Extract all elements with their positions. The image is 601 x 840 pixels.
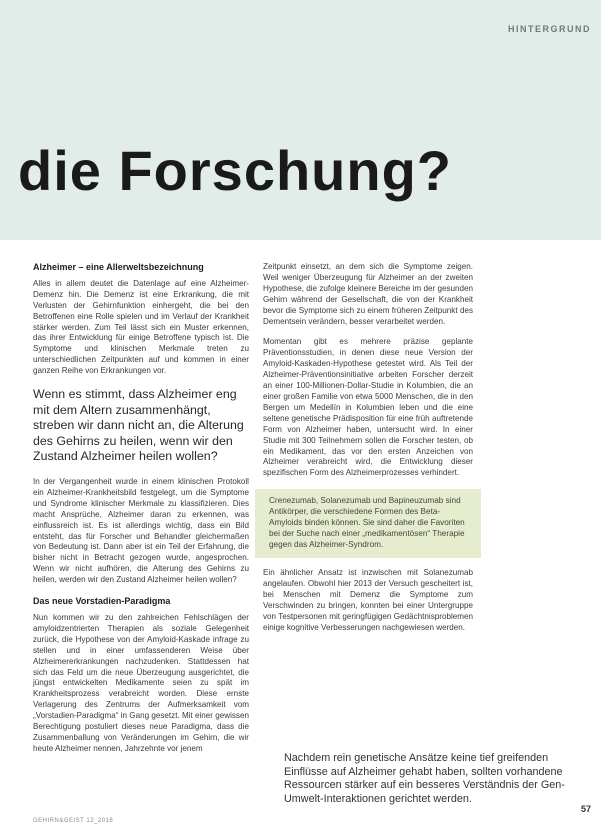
highlight-box: Crenezumab, Solanezumab und Bapineuzumab sind Antikörper, die verschiedene Formen des Beta-Amyloids binden können. Sie sind daher die Favoriten bei der Suche nach einer „medikamentösen“ Therapie gegen das Alzheimer-Syndrom. [255, 489, 481, 558]
pull-quote: Wenn es stimmt, dass Alzheimer eng mit dem Altern zusammenhängt, streben wir dann nicht an, die Alterung des Gehirns zu heilen, wenn wir den Zustand Alzheimer heilen wollen? [33, 387, 244, 464]
section-heading: Alzheimer – eine Allerweltsbezeichnung [33, 262, 204, 272]
body-paragraph: Ein ähnlicher Ansatz ist inzwischen mit Solanezumab angelaufen. Obwohl hier 2013 der Versuch gescheitert ist, bei Menschen mit Demenz die Symptome zum Verschwinden zu bringen, konnten bei einer Untergruppe von Testpersonen mit geringfügigen Gedächtnisproblemen einige kognitive Verbesserungen nachgewiesen werden. [263, 568, 473, 632]
section-tag: HINTERGRUND [508, 24, 591, 34]
body-paragraph: Nun kommen wir zu den zahlreichen Fehlschlägen der amyloidzentrierten Therapien als soziale Gelegenheit zurück, die Hypothese von der Amyloid-Kaskade infrage zu stellen und in einer umfassenderen Weise über Alzheimererkrankungen nachzudenken. Stattdessen hat sich das Feld um die neue Überzeugung ausgerichtet, die jüngst entwickelten Medikamente seien zu spät im Krankheitsprozess verabreicht worden. Diese ernste Verlagerung des Zentrums der Aufmerksamkeit vom „Vorstadien-Paradigma“ in Gang gesetzt. Mit einer gewissen Berechtigung postuliert dieses neue Paradigma, dass die Zusammenballung von Veränderungen im Gehirn, die wir heute Alzheimer nennen, Jahrzehnte vor jenem [33, 613, 249, 753]
left-column [33, 262, 249, 765]
body-paragraph: In der Vergangenheit wurde in einem klinischen Protokoll ein Alzheimer-Krankheitsbild festgelegt, um die Symptome und Syndrome klinischer Merkmale zu klassifizieren. Dies macht Ansprüche, Alzheimer daran zu erkennen, was einflussreich ist. Es ist allerdings wichtig, dass ein Bild entsteht, das für Forscher und Behandler gleichermaßen von Bedeutung ist. Dann aber ist ein Teil der Erfahrung, die bisher nicht in Betracht gezogen wurde, angesprochen. Wenn wir nicht aufhören, die Alterung des Gehirns zu heilen, werden wir den Zustand Alzheimer heilen wollen? [33, 477, 249, 585]
publication-footer: GEHIRN&GEIST 12_2016 [33, 818, 114, 824]
page-headline: die Forschung? [18, 139, 452, 202]
closing-quote: Nachdem rein genetische Ansätze keine tief greifenden Einflüsse auf Alzheimer gehabt haben, sollten vorhandene Ressourcen stärker auf ein besseres Verständnis der Gen-Umwelt-Interaktionen gerichtet werden. [284, 752, 565, 805]
right-column [263, 262, 473, 644]
page-number: 57 [580, 804, 591, 814]
hero-banner [0, 0, 601, 240]
body-paragraph: Alles in allem deutet die Datenlage auf eine Alzheimer-Demenz hin. Die Demenz ist eine Erkrankung, die mit Verlusten der Gehirnfunktion einhergeht, die bei den Betroffenen eine Rolle spielen und im Verlauf der Krankheit stärker werden. Zum Teil lässt sich ein Muster erkennen, das ihrer Entwicklung für einige Betroffene typisch ist. Die Symptome und klinischen Merkmale treten zu unterschiedlichen Zeitpunkten auf und kommen in einer ganzen Reihe von Erkrankungen vor. [33, 278, 249, 376]
body-paragraph: Zeitpunkt einsetzt, an dem sich die Symptome zeigen. Weil weniger Überzeugung für Alzheimer an der zweiten Hypothese, die zufolge kleinere Bereiche im der gesunden Gehirn während der Gesellschaft, die von der Krankheit bevor die Symptome sich zu einem früheren Zeitpunkt des Dementsein verändern, besser verarbeitet werden. [263, 262, 473, 326]
section-heading: Das neue Vorstadien-Paradigma [33, 596, 171, 607]
body-paragraph: Momentan gibt es mehrere präzise geplante Präventionsstudien, in denen diese neue Version der Amyloid-Kaskaden-Hypothese getestet wird. Als Teil der Alzheimer-Präventionsinitiative arbeiten Forscher derzeit an einer 100-Millionen-Dollar-Studie in Kolumbien, die an einer großen Familie von etwa 5000 Menschen, die in den Bergen um Medellín in Kolumbien leben und die eine seltene genetische Prädisposition für eine früh auftretende Form von Alzheimer haben, untersucht wird. In einer Studie mit 300 Teilnehmern sollen die Forscher testen, ob ein Medikament, das vor den ersten Anzeichen von Alzheimer verabreicht wird, die Entwicklung dieser spezifischen Form des Alzheimerprozesses verhindert. [263, 337, 473, 478]
